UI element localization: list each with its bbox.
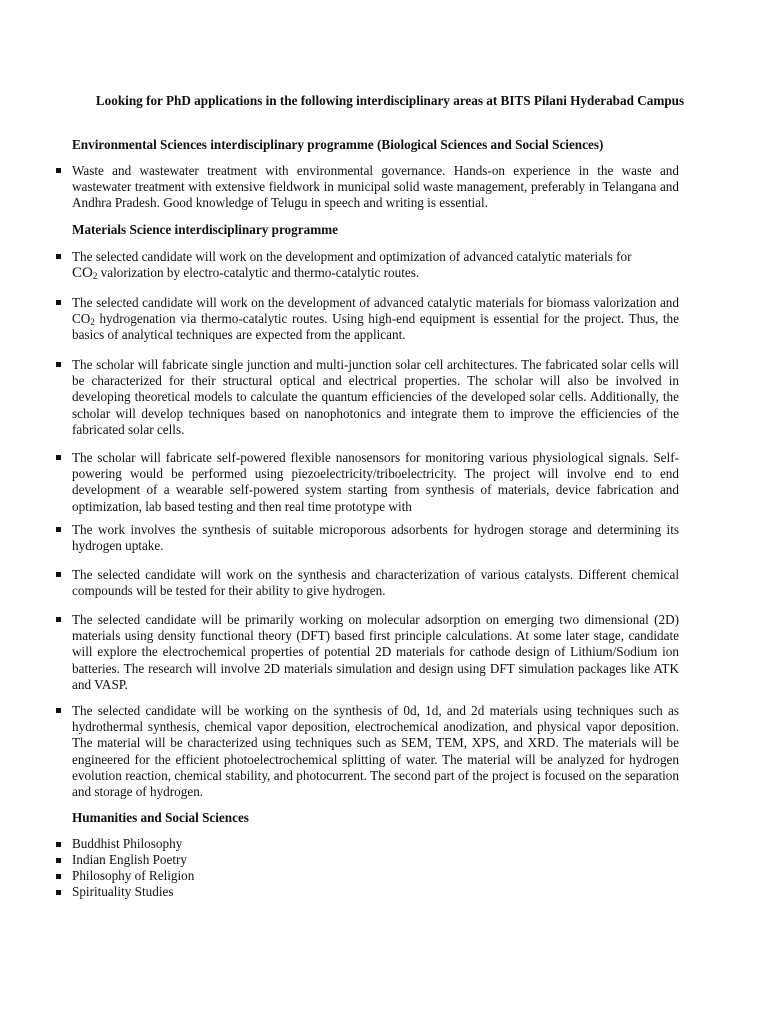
list-item: Philosophy of Religion: [72, 868, 195, 883]
list-item: The selected candidate will be working on the synthesis of 0d, 1d, and 2d materials using techniques such as hydrothermal synthesis, chemical vapor deposition, electrochemical anodization, and physical vapor deposition. The material will be characterized using techniques such as SEM, TEM, XPS, and XRD. The materials will be engineered for the efficient photoelectrochemical splitting of water. The material will be analyzed for hydrogen evolution reaction, chemical stability, and photocurrent. The second part of the project is focused on the separation and storage of hydrogen.: [72, 703, 679, 800]
bullet-marker: [56, 708, 61, 713]
page-title: Looking for PhD applications in the following interdisciplinary areas at BITS Pilani Hyderabad Campus: [95, 93, 685, 108]
list-item: The work involves the synthesis of suitable microporous adsorbents for hydrogen storage and determining its hydrogen uptake.: [72, 522, 679, 554]
list-item-text: valorization by electro-catalytic and thermo-catalytic routes.: [97, 265, 420, 281]
bullet-marker: [56, 890, 61, 895]
bullet-marker: [56, 842, 61, 847]
list-item: The scholar will fabricate self-powered flexible nanosensors for monitoring various physiological signals. Self-powering would be performed using piezoelectricity/triboelectricity. The project will involve end to end development of a wearable self-powered system starting from synthesis of materials, device fabrication and optimization, lab based testing and then real time prototype with: [72, 450, 679, 514]
co2-formula: CO: [72, 265, 93, 282]
subscript-2: 2: [90, 317, 95, 328]
bullet-marker: [56, 362, 61, 367]
list-item: Waste and wastewater treatment with environmental governance. Hands-on experience in the waste and wastewater treatment with extensive fieldwork in municipal solid waste management, preferably in Telangana and Andhra Pradesh. Good knowledge of Telugu in speech and writing is essential.: [72, 163, 679, 211]
list-item: Indian English Poetry: [72, 852, 188, 867]
subscript-2: 2: [92, 271, 98, 282]
list-item: The scholar will fabricate single junction and multi-junction solar cell architectures. The fabricated solar cells will be characterized for their structural optical and electrical properties. The scholar will also be involved in developing theoretical models to calculate the quantum efficiencies of the developed solar cells. Additionally, the scholar will develop techniques based on nanophotonics and integrate them to improve the efficiencies of the fabricated solar cells.: [72, 357, 679, 437]
list-item-text: The selected candidate will work on the development of advanced catalytic materials for biomass valorization and CO: [72, 295, 679, 327]
bullet-marker: [56, 874, 61, 879]
bullet-marker: [56, 858, 61, 863]
bullet-marker: [56, 455, 61, 460]
section-heading-environmental: Environmental Sciences interdisciplinary programme (Biological Sciences and Social Sciences): [72, 137, 604, 152]
bullet-marker: [56, 254, 61, 259]
list-item-text: The selected candidate will work on the development and optimization of advanced catalytic materials for: [72, 249, 632, 264]
bullet-marker: [56, 527, 61, 532]
list-item: The selected candidate will work on the synthesis and characterization of various catalysts. Different chemical compounds will be tested for their ability to give hydrogen.: [72, 567, 679, 599]
list-item: Buddhist Philosophy: [72, 836, 183, 851]
list-item: [72, 249, 679, 281]
bullet-marker: [56, 572, 61, 577]
list-item-text: hydrogenation via thermo-catalytic routes. Using high-end equipment is essential for the project. Thus, the basics of analytical techniques are expected from the applicant.: [72, 311, 679, 343]
bullet-marker: [56, 617, 61, 622]
list-item: The selected candidate will be primarily working on molecular adsorption on emerging two dimensional (2D) materials using density functional theory (DFT) based first principle calculations. At some later stage, candidate will explore the electrochemical properties of potential 2D materials for cathode design of Lithium/Sodium ion batteries. The research will involve 2D materials simulation and design using DFT simulation packages like ATK and VASP.: [72, 612, 679, 692]
list-item: Spirituality Studies: [72, 884, 174, 899]
list-item: [72, 295, 679, 344]
bullet-marker: [56, 168, 61, 173]
bullet-marker: [56, 300, 61, 305]
section-heading-humanities: Humanities and Social Sciences: [72, 810, 249, 825]
section-heading-materials: Materials Science interdisciplinary programme: [72, 222, 339, 237]
